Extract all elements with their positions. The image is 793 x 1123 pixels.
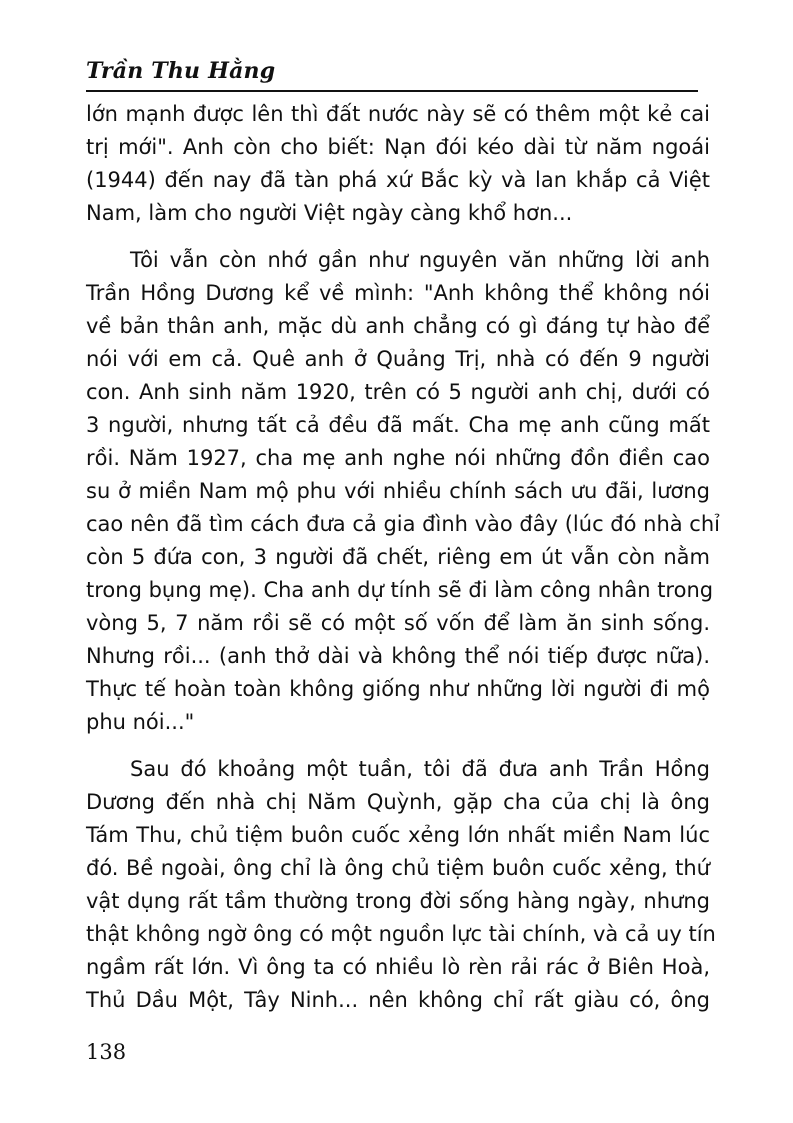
text-line: Tôi vẫn còn nhớ gần như nguyên văn những lời anh [130,248,710,272]
text-line: vòng 5, 7 năm rồi sẽ có một số vốn để làm ăn sinh sống. [86,611,710,635]
text-line: ngầm rất lớn. Vì ông ta có nhiều lò rèn rải rác ở Biên Hoà, [86,955,710,979]
running-head-title: Trần Thu Hằng [86,58,276,84]
header-rule [86,90,698,92]
paragraph-3 [86,753,716,1017]
text-line: trong bụng mẹ). Cha anh dự tính sẽ đi làm công nhân trong [86,578,714,602]
paragraph-2 [86,244,720,739]
text-line: Thực tế hoàn toàn không giống như những lời người đi mộ [86,677,710,701]
text-line: Sau đó khoảng một tuần, tôi đã đưa anh Trần Hồng [130,757,710,781]
text-line: (1944) đến nay đã tàn phá xứ Bắc kỳ và lan khắp cả Việt [86,168,710,192]
text-line: rồi. Năm 1927, cha mẹ anh nghe nói những đồn điền cao [86,446,710,470]
paragraph-gap [86,739,710,753]
text-line: thật không ngờ ông có một nguồn lực tài chính, và cả uy tín [86,922,716,946]
text-line: còn 5 đứa con, 3 người đã chết, riêng em út vẫn còn nằm [86,545,710,569]
paragraph-gap [86,230,710,244]
text-line: phu nói..." [86,710,195,734]
paragraph-1 [86,98,710,230]
body-text [86,98,720,1017]
text-line: su ở miền Nam mộ phu với nhiều chính sách ưu đãi, lương [86,479,710,503]
page-number: 138 [86,1040,127,1064]
text-line: Trần Hồng Dương kể về mình: "Anh không thể không nói [86,281,710,305]
text-line: về bản thân anh, mặc dù anh chẳng có gì đáng tự hào để [86,314,710,338]
text-line: trị mới". Anh còn cho biết: Nạn đói kéo dài từ năm ngoái [86,135,710,159]
text-line: Nam, làm cho người Việt ngày càng khổ hơn... [86,201,573,225]
text-line: Thủ Dầu Một, Tây Ninh... nên không chỉ rất giàu có, ông [86,988,710,1012]
text-line: vật dụng rất tầm thường trong đời sống hàng ngày, nhưng [86,889,710,913]
text-line: cao nên đã tìm cách đưa cả gia đình vào đây (lúc đó nhà chỉ [86,512,720,536]
text-line: lớn mạnh được lên thì đất nước này sẽ có thêm một kẻ cai [86,102,710,126]
text-line: đó. Bề ngoài, ông chỉ là ông chủ tiệm buôn cuốc xẻng, thứ [86,856,710,880]
text-line: Nhưng rồi... (anh thở dài và không thể nói tiếp được nữa). [86,644,710,668]
text-line: 3 người, nhưng tất cả đều đã mất. Cha mẹ anh cũng mất [86,413,710,437]
text-line: nói với em cả. Quê anh ở Quảng Trị, nhà có đến 9 người [86,347,710,371]
text-line: Tám Thu, chủ tiệm buôn cuốc xẻng lớn nhất miền Nam lúc [86,823,710,847]
text-line: con. Anh sinh năm 1920, trên có 5 người anh chị, dưới có [86,380,710,404]
text-line: Dương đến nhà chị Năm Quỳnh, gặp cha của chị là ông [86,790,710,814]
